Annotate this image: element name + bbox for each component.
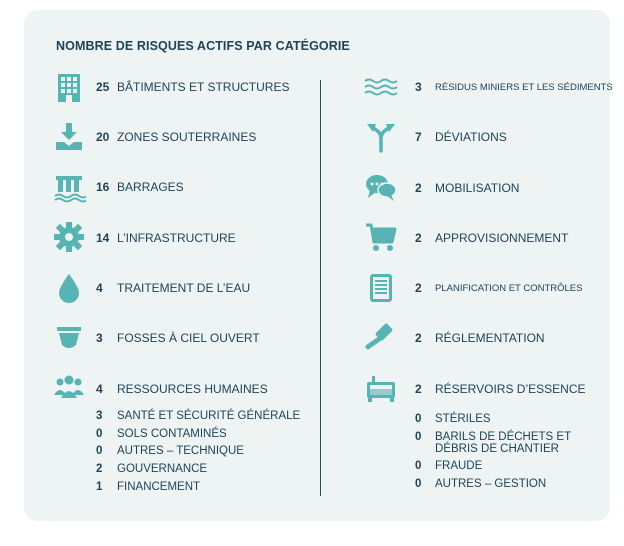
count-tailings: 3 [415,80,422,94]
label-dams: BARRAGES [117,180,184,194]
waves-icon [364,70,398,104]
count-fuel-tanks: 2 [415,382,422,396]
sub-count: 0 [415,431,422,443]
sub-count: 0 [96,445,103,457]
label-deviations: DÉVIATIONS [435,130,507,144]
label-tailings: RÉSIDUS MINIERS ET LES SÉDIMENTS [435,82,613,93]
page-title: NOMBRE DE RISQUES ACTIFS PAR CATÉGORIE [56,39,350,53]
sub-label: GOUVERNANCE [117,463,208,475]
label-planning: PLANIFICATION ET CONTRÔLES [435,283,583,294]
sub-label: SANTÉ ET SÉCURITÉ GÉNÉRALE [117,410,301,422]
sub-count: 2 [96,463,103,475]
underground-icon [52,120,86,154]
dam-icon [52,170,86,204]
sub-label: BARILS DE DÉCHETS ET [435,431,572,443]
gavel-icon [362,321,396,355]
count-planning: 2 [415,281,422,295]
chat-bubbles-icon [364,170,398,204]
open-pit-icon [52,321,86,355]
sub-count: 0 [415,460,422,472]
sub-label: SOLS CONTAMINÉS [117,428,227,440]
label-infrastructure: L’INFRASTRUCTURE [117,231,236,245]
count-water: 4 [96,281,103,295]
sub-count: 3 [96,410,103,422]
sub-label: FRAUDE [435,460,483,472]
count-buildings: 25 [96,80,110,94]
document-icon [364,271,398,305]
count-dams: 16 [96,180,110,194]
water-drop-icon [52,271,86,305]
label-regulation: RÉGLEMENTATION [435,331,545,345]
label-procurement: APPROVISIONNEMENT [435,231,569,245]
count-open-pit: 3 [96,331,103,345]
label-mobilization: MOBILISATION [435,181,520,195]
sub-label: AUTRES – TECHNIQUE [117,445,244,457]
fuel-tank-icon [364,371,398,405]
count-mobilization: 2 [415,181,422,195]
column-divider [320,80,321,496]
label-underground: ZONES SOUTERRAINES [117,130,257,144]
label-fuel-tanks: RÉSERVOIRS D’ESSENCE [435,382,586,396]
label-water: TRAITEMENT DE L’EAU [117,281,251,295]
label-buildings: BÂTIMENTS ET STRUCTURES [117,80,290,94]
label-hr: RESSOURCES HUMAINES [117,382,268,396]
building-icon [52,70,86,104]
sub-count: 0 [96,428,103,440]
sub-label: AUTRES – GESTION [435,478,547,490]
sub-label: DÉBRIS DE CHANTIER [435,443,559,455]
count-procurement: 2 [415,231,422,245]
label-open-pit: FOSSES À CIEL OUVERT [117,331,260,345]
count-deviations: 7 [415,130,422,144]
sub-count: 1 [96,481,103,493]
shopping-cart-icon [364,220,398,254]
sub-label: STÉRILES [435,413,491,425]
sub-count: 0 [415,413,422,425]
people-icon [52,371,86,405]
sub-label: FINANCEMENT [117,481,201,493]
gear-icon [52,220,86,254]
count-infrastructure: 14 [96,231,110,245]
sub-count: 0 [415,478,422,490]
diversion-arrows-icon [364,120,398,154]
count-regulation: 2 [415,331,422,345]
count-hr: 4 [96,382,103,396]
count-underground: 20 [96,130,110,144]
